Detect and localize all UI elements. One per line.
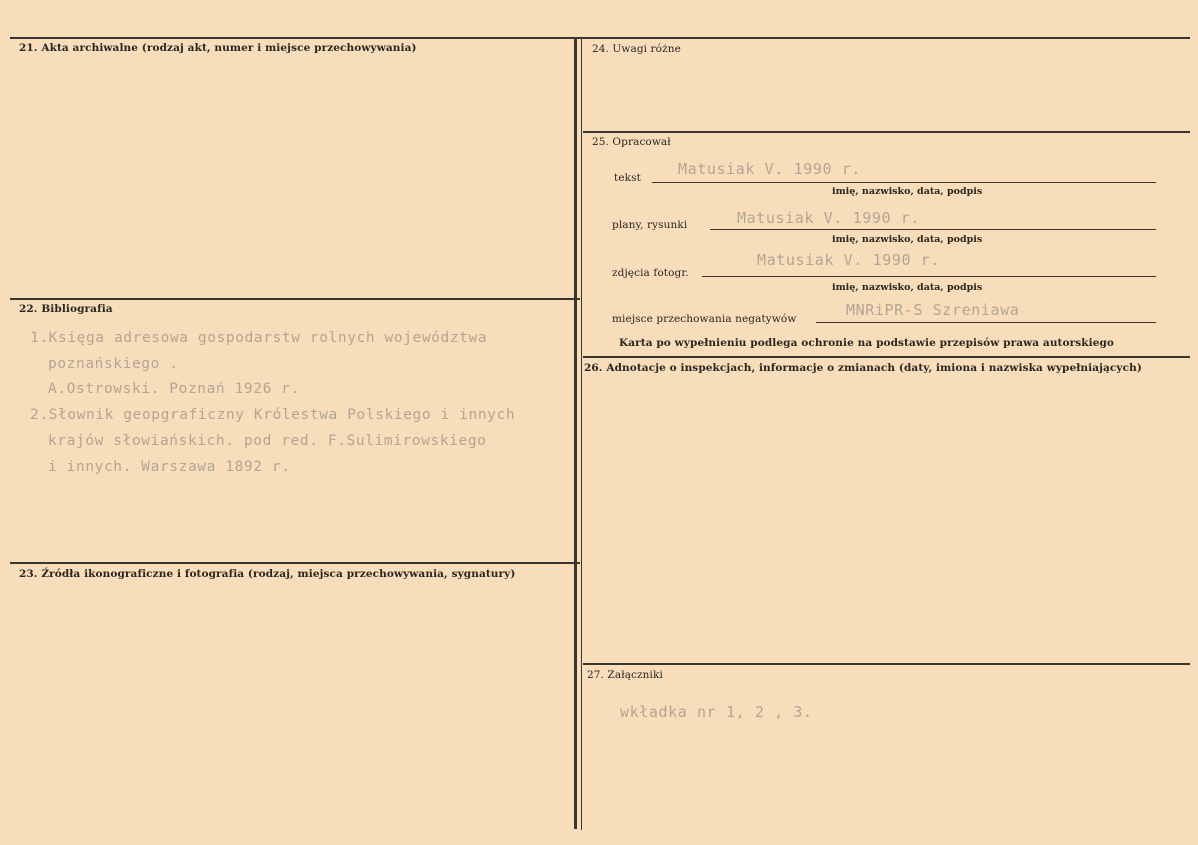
bibliography-line-4: 2.Słownik geopgraficzny Królestwa Polskiego i innych — [30, 407, 516, 423]
center-divider — [574, 37, 577, 829]
zdjecia-line — [702, 276, 1156, 277]
field-26-label: 26. Adnotacje o inspekcjach, informacje o zmianach (daty, imiona i nazwiska wypełniających) — [584, 362, 1142, 374]
divider-21-22 — [10, 298, 580, 300]
plany-value: Matusiak V. 1990 r. — [737, 209, 920, 227]
field-21-label: 21. Akta archiwalne (rodzaj akt, numer i miejsce przechowywania) — [19, 42, 417, 54]
zdjecia-caption: imię, nazwisko, data, podpis — [832, 282, 983, 293]
negatywy-label: miejsce przechowania negatywów — [612, 313, 797, 325]
attachments-value: wkładka nr 1, 2 , 3. — [620, 703, 813, 721]
tekst-value: Matusiak V. 1990 r. — [678, 160, 861, 178]
field-23-label: 23. Źródła ikonograficzne i fotografia (rodzaj, miejsca przechowywania, sygnatury) — [19, 568, 516, 580]
zdjecia-value: Matusiak V. 1990 r. — [757, 251, 940, 269]
zdjecia-label: zdjęcia fotogr. — [612, 267, 689, 279]
plany-caption: imię, nazwisko, data, podpis — [832, 234, 983, 245]
field-22-label: 22. Bibliografia — [19, 303, 113, 315]
negatywy-value: MNRiPR-S Szreniawa — [846, 301, 1020, 319]
tekst-caption: imię, nazwisko, data, podpis — [832, 186, 983, 197]
divider-24-25 — [583, 131, 1190, 133]
negatywy-line — [816, 322, 1156, 323]
divider-25-26 — [583, 356, 1190, 358]
tekst-label: tekst — [614, 172, 641, 184]
field-25-label: 25. Opracował — [592, 136, 671, 148]
copyright-notice: Karta po wypełnieniu podlega ochronie na podstawie przepisów prawa autorskiego — [619, 337, 1115, 349]
top-border-line — [10, 37, 1190, 39]
plany-label: plany, rysunki — [612, 219, 688, 231]
field-24-label: 24. Uwagi różne — [592, 43, 681, 55]
field-27-label: 27. Załączniki — [587, 669, 663, 681]
bibliography-line-2: poznańskiego . — [48, 356, 179, 372]
bibliography-line-5: krajów słowiańskich. pod red. F.Sulimirowskiego — [48, 433, 487, 449]
bibliography-line-6: i innych. Warszawa 1892 r. — [48, 459, 291, 475]
bibliography-line-3: A.Ostrowski. Poznań 1926 r. — [48, 381, 300, 397]
divider-26-27 — [583, 663, 1190, 665]
divider-22-23 — [10, 562, 580, 564]
tekst-line — [652, 182, 1156, 183]
plany-line — [710, 229, 1156, 230]
inner-divider — [581, 37, 582, 830]
bibliography-line-1: 1.Księga adresowa gospodarstw rolnych województwa — [30, 330, 488, 346]
